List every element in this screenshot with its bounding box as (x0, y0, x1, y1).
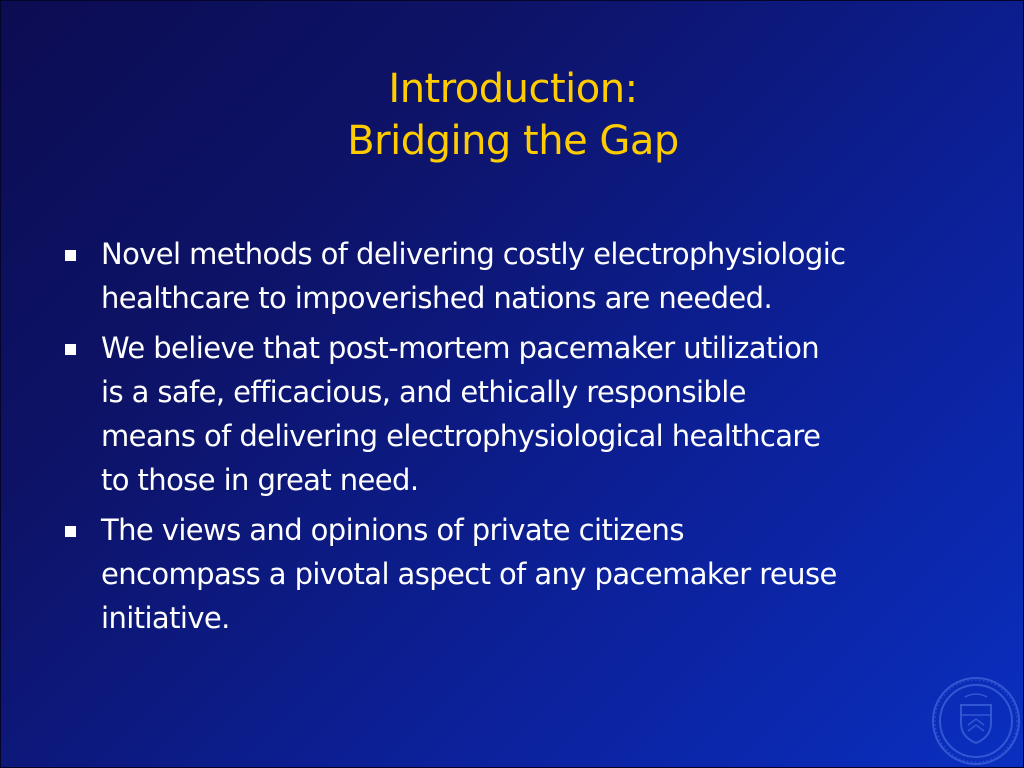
square-bullet-icon (65, 526, 76, 537)
bullet-text-line: The views and opinions of private citizens (101, 513, 684, 547)
bullet-text-line: is a safe, efficacious, and ethically responsible (101, 375, 746, 409)
bullet-text-line: encompass a pivotal aspect of any pacemaker reuse (101, 557, 837, 591)
title-line-1: Introduction: (388, 66, 638, 112)
title-line-2: Bridging the Gap (347, 118, 679, 164)
square-bullet-icon (65, 344, 76, 355)
university-seal-icon (930, 675, 1022, 767)
bullet-text-line: initiative. (101, 601, 230, 635)
bullet-text-line: to those in great need. (101, 463, 419, 497)
bullet-item (1, 326, 1024, 502)
square-bullet-icon (65, 250, 76, 261)
bullet-list (1, 232, 1024, 646)
bullet-item (1, 508, 1024, 640)
bullet-text-line: means of delivering electrophysiological healthcare (101, 419, 821, 453)
bullet-item (1, 232, 1024, 320)
bullet-text-line: We believe that post-mortem pacemaker utilization (101, 331, 820, 365)
bullet-text-line: Novel methods of delivering costly electrophysiologic (101, 237, 846, 271)
bullet-text-line: healthcare to impoverished nations are needed. (101, 281, 773, 315)
slide-title (1, 63, 1024, 167)
